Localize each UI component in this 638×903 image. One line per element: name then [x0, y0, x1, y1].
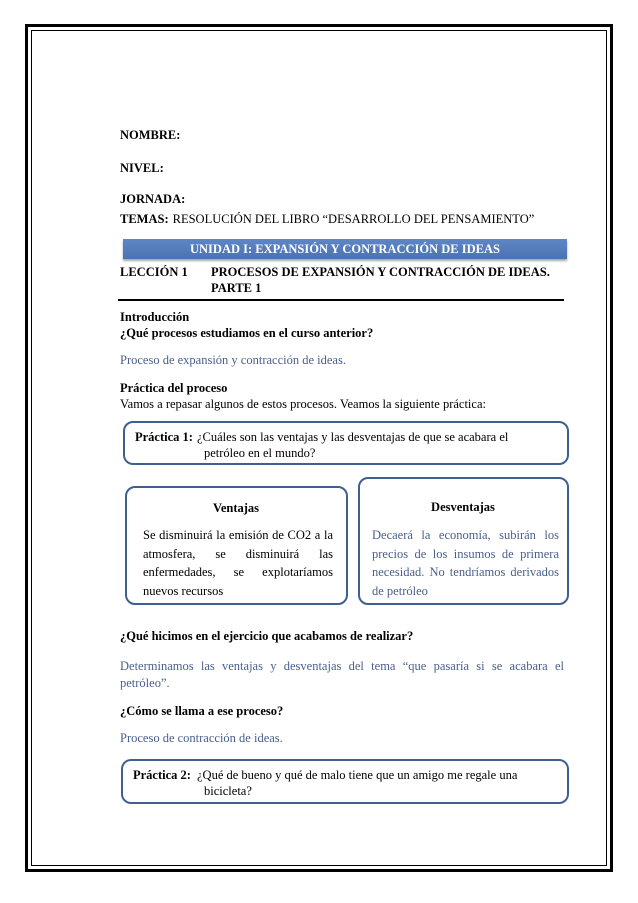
- practice2-line1: ¿Qué de bueno y qué de malo tiene que un amigo me regale una: [197, 768, 518, 782]
- q3-answer: Proceso de contracción de ideas.: [120, 731, 283, 745]
- lesson-title-line2: PARTE 1: [211, 281, 262, 295]
- nivel-label: NIVEL:: [120, 161, 164, 175]
- nombre-label: NOMBRE:: [120, 128, 181, 142]
- jornada-label: JORNADA:: [120, 192, 186, 206]
- lesson-label: LECCIÓN 1: [120, 265, 188, 279]
- practice2-label: Práctica 2:: [133, 768, 191, 782]
- practice2-box: [121, 759, 569, 804]
- q2-question: ¿Qué hicimos en el ejercicio que acabamos de realizar?: [120, 629, 414, 643]
- practice1-line2: petróleo en el mundo?: [204, 446, 316, 460]
- temas-value: RESOLUCIÓN DEL LIBRO “DESARROLLO DEL PENSAMIENTO”: [172, 212, 535, 226]
- ventajas-box: [125, 486, 348, 605]
- intro-answer: Proceso de expansión y contracción de ideas.: [120, 353, 346, 367]
- practice2-line2: bicicleta?: [204, 784, 252, 798]
- lesson-divider: [118, 299, 564, 301]
- practice-heading: Práctica del proceso: [120, 381, 228, 395]
- practice-intro-text: Vamos a repasar algunos de estos procesos. Veamos la siguiente práctica:: [120, 397, 486, 411]
- q3-question: ¿Cómo se llama a ese proceso?: [120, 704, 284, 718]
- desventajas-title: Desventajas: [431, 500, 495, 514]
- intro-question: ¿Qué procesos estudiamos en el curso anterior?: [120, 326, 374, 340]
- intro-heading: Introducción: [120, 310, 190, 324]
- temas-row: [120, 210, 534, 228]
- q2-answer: Determinamos las ventajas y desventajas del tema “que pasaría si se acabara el petróleo”.: [120, 659, 564, 690]
- practice1-box: [123, 421, 569, 465]
- ventajas-title: Ventajas: [212, 501, 260, 515]
- practice1-label: Práctica 1:: [135, 430, 193, 444]
- desventajas-box: [358, 477, 569, 605]
- ventajas-text: Se disminuirá la emisión de CO2 a la atmosfera, se disminuirá las enfermedades, se explotaríamos nuevos recursos: [143, 528, 333, 598]
- lesson-title-line1: PROCESOS DE EXPANSIÓN Y CONTRACCIÓN DE IDEAS.: [211, 265, 550, 279]
- temas-label: TEMAS:: [120, 212, 169, 226]
- practice1-line1: ¿Cuáles son las ventajas y las desventajas de que se acabara el: [197, 430, 509, 444]
- desventajas-text: Decaerá la economía, subirán los precios de los insumos de primera necesidad. No tendríamos derivados de petróleo: [372, 528, 559, 598]
- unit-banner: UNIDAD I: EXPANSIÓN Y CONTRACCIÓN DE IDEAS: [123, 239, 567, 259]
